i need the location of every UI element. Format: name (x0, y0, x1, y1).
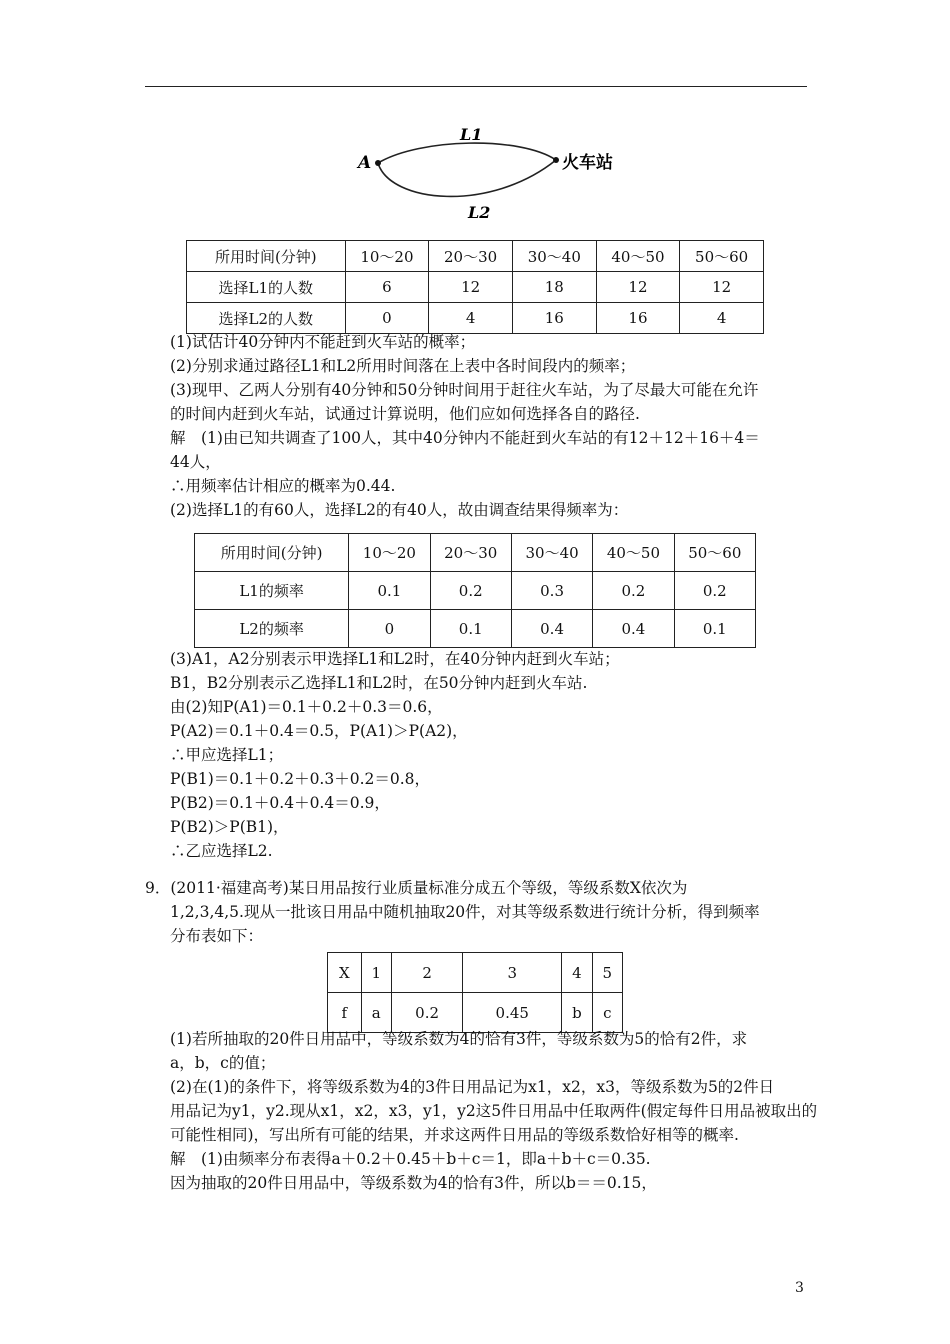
table-cell: 0 (349, 610, 430, 648)
table-cell: 16 (512, 303, 596, 334)
table-cell: 12 (596, 272, 680, 303)
table-cell: 0.2 (593, 572, 674, 610)
table-row (195, 610, 756, 648)
table-cell: 40～50 (596, 241, 680, 272)
table-cell: 20～30 (430, 534, 511, 572)
table-cell: f (328, 993, 362, 1033)
table-cell: 50～60 (680, 241, 764, 272)
text-line: 用品记为y1，y2.现从x1，x2，x3，y1，y2这5件日用品中任取两件(假定每件日用品被取出的 (170, 1102, 818, 1120)
table-row (187, 241, 764, 272)
text-line: 分布表如下： (170, 927, 264, 945)
text-line: P(B2)＞P(B1)， (170, 818, 289, 836)
frequency-table (194, 533, 756, 648)
text-line: 44人， (170, 453, 221, 471)
grade-frequency-table (327, 952, 623, 1033)
solution-part3 (170, 647, 810, 863)
table-row (187, 272, 764, 303)
text-line: B1，B2分别表示乙选择L1和L2时，在50分钟内赶到火车站. (170, 674, 588, 692)
table-cell: 30～40 (511, 534, 592, 572)
text-line: 1,2,3,4,5.现从一批该日用品中随机抽取20件，对其等级系数进行统计分析，得到频率 (170, 903, 760, 921)
text-line: (3)A1，A2分别表示甲选择L1和L2时，在40分钟内赶到火车站； (170, 650, 620, 668)
text-line: 解 (1)由已知共调查了100人，其中40分钟内不能赶到火车站的有12＋12＋16＋4＝ (170, 429, 760, 447)
table-cell: 4 (562, 953, 592, 993)
table-cell: 0 (345, 303, 429, 334)
table-cell: 30～40 (512, 241, 596, 272)
route-count-table (186, 240, 764, 334)
route-l1-curve (378, 143, 556, 163)
table-cell: 3 (463, 953, 562, 993)
table-cell: 选择L2的人数 (187, 303, 346, 334)
table-cell: 20～30 (429, 241, 513, 272)
question-9 (145, 876, 810, 948)
table-cell: 4 (429, 303, 513, 334)
table-cell: 10～20 (349, 534, 430, 572)
table-cell: 50～60 (674, 534, 755, 572)
table-row (195, 534, 756, 572)
station-label: 火车站 (562, 153, 613, 173)
route-diagram (340, 118, 640, 228)
table-cell: 0.4 (511, 610, 592, 648)
text-line: 因为抽取的20件日用品中，等级系数为4的恰有3件，所以b＝＝0.15， (170, 1174, 657, 1192)
table-cell: 5 (592, 953, 622, 993)
table-cell: 0.1 (430, 610, 511, 648)
header-rule (145, 86, 807, 87)
table-cell: 4 (680, 303, 764, 334)
text-line: 解 (1)由频率分布表得a＋0.2＋0.45＋b＋c＝1，即a＋b＋c＝0.35. (170, 1150, 651, 1168)
text-line: P(B1)＝0.1＋0.2＋0.3＋0.2＝0.8， (170, 770, 431, 788)
question-9-parts-and-solution (170, 1027, 818, 1195)
table-cell: 所用时间(分钟) (187, 241, 346, 272)
text-line: ∴用频率估计相应的概率为0.44. (170, 477, 396, 495)
table-cell: 12 (429, 272, 513, 303)
table-cell: X (328, 953, 362, 993)
table-cell: 0.2 (430, 572, 511, 610)
table-cell: 16 (596, 303, 680, 334)
table-row (187, 303, 764, 334)
table-cell: 所用时间(分钟) (195, 534, 349, 572)
table-cell: L1的频率 (195, 572, 349, 610)
text-line: ∴甲应选择L1； (170, 746, 284, 764)
table-cell: 0.1 (674, 610, 755, 648)
text-line: P(A2)＝0.1＋0.4＝0.5，P(A1)＞P(A2)， (170, 722, 468, 740)
point-a-dot (375, 160, 381, 166)
route-l2-label: L2 (468, 203, 491, 222)
text-line: P(B2)＝0.1＋0.4＋0.4＝0.9， (170, 794, 390, 812)
table-cell: 0.1 (349, 572, 430, 610)
table-cell: 0.3 (511, 572, 592, 610)
table-cell: L2的频率 (195, 610, 349, 648)
table-cell: 1 (361, 953, 391, 993)
text-line: a，b，c的值； (170, 1054, 276, 1072)
table-cell: b (562, 993, 592, 1033)
text-line: ∴乙应选择L2. (170, 842, 273, 860)
station-dot (553, 157, 559, 163)
table-cell: 40～50 (593, 534, 674, 572)
text-line: (3)现甲、乙两人分别有40分钟和50分钟时间用于赶往火车站，为了尽最大可能在允许 (170, 381, 759, 399)
table-cell: 选择L1的人数 (187, 272, 346, 303)
text-line: (2)分别求通过路径L1和L2所用时间落在上表中各时间段内的频率； (170, 357, 636, 375)
table-cell: a (361, 993, 391, 1033)
text-line: 的时间内赶到火车站，试通过计算说明，他们应如何选择各自的路径. (170, 405, 640, 423)
text-line: (2)在(1)的条件下，将等级系数为4的3件日用品记为x1，x2，x3，等级系数为5的2件日 (170, 1078, 775, 1096)
table-cell: 18 (512, 272, 596, 303)
point-a-label: A (358, 153, 372, 173)
route-l2-curve (378, 160, 556, 196)
text-line: (2)选择L1的有60人，选择L2的有40人，故由调查结果得频率为： (170, 501, 629, 519)
table-cell: c (592, 993, 622, 1033)
text-line: (1)若所抽取的20件日用品中，等级系数为4的恰有3件，等级系数为5的恰有2件，求 (170, 1030, 748, 1048)
text-line: 由(2)知P(A1)＝0.1＋0.2＋0.3＝0.6， (170, 698, 443, 716)
table-cell: 0.2 (391, 993, 462, 1033)
table-row (328, 953, 623, 993)
text-line: (1)试估计40分钟内不能赶到火车站的概率； (170, 333, 476, 351)
question-solution-part1 (170, 330, 810, 522)
table-cell: 12 (680, 272, 764, 303)
table-row (195, 572, 756, 610)
text-line: 9．(2011·福建高考)某日用品按行业质量标准分成五个等级，等级系数X依次为 (145, 879, 688, 897)
table-cell: 6 (345, 272, 429, 303)
text-line: 可能性相同)，写出所有可能的结果，并求这两件日用品的等级系数恰好相等的概率. (170, 1126, 739, 1144)
table-cell: 2 (391, 953, 462, 993)
table-cell: 10～20 (345, 241, 429, 272)
table-cell: 0.45 (463, 993, 562, 1033)
table-cell: 0.2 (674, 572, 755, 610)
page-number: 3 (795, 1280, 804, 1296)
route-l1-label: L1 (460, 125, 483, 144)
table-cell: 0.4 (593, 610, 674, 648)
